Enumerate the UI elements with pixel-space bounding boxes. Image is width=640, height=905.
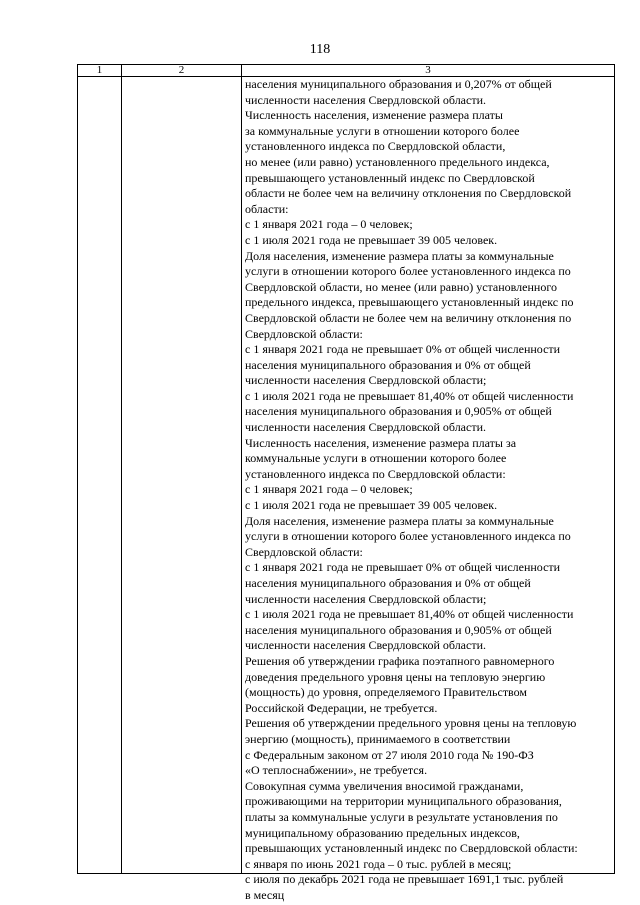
text-line: с 1 января 2021 года не превышает 0% от общей численности — [245, 342, 561, 357]
table-row — [78, 77, 615, 874]
text-line: численности населения Свердловской области. — [245, 92, 486, 107]
column-3-text — [242, 77, 614, 902]
text-line: с 1 июля 2021 года не превышает 39 005 человек. — [245, 498, 498, 513]
column-1-cell — [78, 77, 122, 874]
text-line: численности населения Свердловской области; — [245, 591, 487, 606]
column-header-3: 3 — [242, 65, 615, 77]
text-line: численности населения Свердловской области. — [245, 420, 486, 435]
text-line: Численность населения, изменение размера платы — [245, 108, 503, 123]
text-line: Численность населения, изменение размера платы за — [245, 435, 517, 450]
text-line: области не более чем на величину отклонения по Свердловской — [245, 186, 572, 201]
text-line: Свердловской области: — [245, 326, 363, 341]
text-line: Решения об утверждении предельного уровня цены на тепловую — [245, 716, 577, 731]
text-line: численности населения Свердловской области; — [245, 373, 487, 388]
text-line: численности населения Свердловской области. — [245, 638, 486, 653]
text-line: Решения об утверждении графика поэтапного равномерного — [245, 653, 555, 668]
text-line: с июля по декабрь 2021 года не превышает 1691,1 тыс. рублей — [245, 872, 564, 887]
page-number: 118 — [309, 42, 331, 57]
text-line: Свердловской области, но менее (или равно) установленного — [245, 279, 557, 294]
text-line: предельного индекса, превышающего установленный индекс по — [245, 295, 574, 310]
text-line: населения муниципального образования и 0,905% от общей — [245, 404, 552, 419]
text-line: населения муниципального образования и 0,207% от общей — [245, 77, 552, 91]
text-line: установленного индекса по Свердловской области: — [245, 466, 506, 481]
text-line: Свердловской области: — [245, 544, 363, 559]
text-line: с 1 января 2021 года – 0 человек; — [245, 482, 413, 497]
text-line: Доля населения, изменение размера платы за коммунальные — [245, 513, 554, 528]
text-line: Доля населения, изменение размера платы за коммунальные — [245, 248, 554, 263]
text-line: доведения предельного уровня цены на тепловую энергию — [245, 669, 546, 684]
text-line: платы за коммунальные услуги в результате установления по — [245, 809, 558, 824]
text-line: населения муниципального образования и 0% от общей — [245, 576, 531, 590]
text-line: превышающих установленный индекс по Свердловской области: — [245, 841, 578, 856]
text-line: услуги в отношении которого более установленного индекса по — [245, 264, 571, 279]
column-2-cell — [122, 77, 242, 874]
column-header-1: 1 — [78, 65, 122, 77]
text-line: Свердловской области не более чем на величину отклонения по — [245, 310, 572, 325]
table-header-row — [78, 65, 615, 77]
text-line: с 1 июля 2021 года не превышает 81,40% от общей численности — [245, 607, 574, 622]
text-line: «О теплоснабжении», не требуется. — [245, 763, 428, 778]
text-line: услуги в отношении которого более установленного индекса по — [245, 529, 571, 544]
column-3-cell — [242, 77, 615, 902]
text-line: с 1 января 2021 года – 0 человек; — [245, 217, 413, 232]
text-line: энергию (мощность), принимаемого в соответствии — [245, 731, 511, 746]
text-line: проживающими на территории муниципального образования, — [245, 794, 562, 809]
column-header-2: 2 — [122, 65, 242, 77]
text-line: населения муниципального образования и 0,905% от общей — [245, 622, 552, 637]
text-line: области: — [245, 201, 289, 216]
text-line: с января по июнь 2021 года – 0 тыс. рублей в месяц; — [245, 856, 512, 871]
text-line: с 1 января 2021 года не превышает 0% от общей численности — [245, 560, 561, 575]
text-line: муниципальному образованию предельных индексов, — [245, 825, 520, 840]
text-line: установленного индекса по Свердловской области, — [245, 139, 506, 154]
text-line: в месяц — [245, 887, 285, 902]
text-line: Совокупная сумма увеличения вносимой гражданами, — [245, 778, 524, 793]
text-line: с Федеральным законом от 27 июля 2010 года № 190-ФЗ — [245, 747, 534, 762]
text-line: населения муниципального образования и 0% от общей — [245, 357, 531, 372]
text-line: с 1 июля 2021 года не превышает 81,40% от общей численности — [245, 388, 574, 403]
text-line: (мощность) до уровня, определяемого Правительством — [245, 685, 528, 700]
text-line: превышающего установленный индекс по Свердловской — [245, 170, 535, 185]
document-table — [77, 64, 615, 902]
text-line: коммунальные услуги в отношении которого более — [245, 451, 507, 466]
text-line: но менее (или равно) установленного предельного индекса, — [245, 154, 550, 169]
text-line: с 1 июля 2021 года не превышает 39 005 человек. — [245, 232, 498, 247]
text-line: Российской Федерации, не требуется. — [245, 700, 438, 715]
text-line: за коммунальные услуги в отношении которого более — [245, 123, 520, 138]
